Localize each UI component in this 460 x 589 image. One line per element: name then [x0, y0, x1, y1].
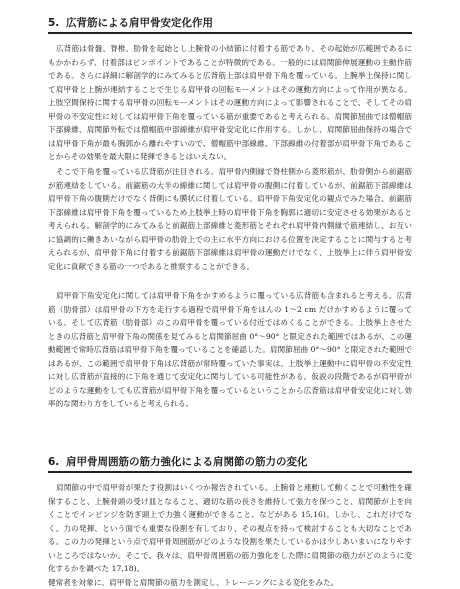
section-5-heading — [48, 13, 412, 34]
section-6-title: 肩甲骨周囲筋の筋力強化による肩関節の筋力の変化 — [66, 456, 308, 468]
section-6-number: 6. — [48, 456, 60, 468]
section-6-paragraph-1 — [48, 481, 412, 587]
section-5-paragraph-3: 肩甲骨下角安定化に関しては肩甲骨下角をかすめるように覆っている広背筋も含まれると考える。広背筋（肋骨部）は肩甲骨の下方を走行する過程で肩甲骨下角をはんの 1～2 cm だけかすめるように覆っている。そして広背筋（肋骨部）のこの肩甲骨を覆っている付近ではめくることができる。上肢挙上させたときの広背筋と肩甲骨下角の関係を見てみると肩関節屈曲 0°～90° と限定された範囲ではあるが、この運動範囲で常時広背筋は肩甲骨下角を覆っていることを確認した。肩関節屈曲 0°～90° と限定された範囲ではあるが、この範囲で肩甲骨下角は広背筋が常時覆っていた事実は、上肢挙上運動中に肩甲骨の不安定性に対し広背筋が直接的に下角を通じて安定化に関与している可能性がある。仮説の段階であるが肩甲骨がどのような運動をしても広背筋が肩甲骨下角を覆っているということから広背筋は肩甲骨安定化に対し効率的な関わり方をしていると考えられる。 — [48, 291, 412, 408]
section-6-paragraph-1-text: 肩関節の中で肩甲骨が果たす役割はいくつか報告されている。上腕骨と連動して動くことで可動性を確保すること、上腕骨頭の受け皿となること、適切な筋の長さを維持して張力を保つこと、肩関節が上を向くことでインピンジを防ぎ頭上で力強く運動ができること、などがある 15,16)。しかし、これだけでなく、力の発揮、という面でも重要な役割を有しており、その視点を持って検討することも大切なことである。この力の発揮という点で肩甲骨周囲筋がどのような役割を果たしているかは少しあいまいになりやすいところではないか。そこで、我々は、肩甲骨周囲筋の筋力強化をした際に肩関節の筋力がどのように変化するかを調べた 17,18)。 — [48, 483, 412, 573]
section-6-heading — [48, 452, 412, 473]
section-5-number: 5. — [48, 17, 60, 29]
section-5-paragraph-1: 広背筋は骨盤、脊椎、肋骨を起始とし上腕骨の小結節に付着する筋であり、その起始が広範囲であるにもかかわらず、付着部はピンポイントであることが特徴的である。一般的には肩関節伸展運動の主動作筋である。さらに詳細に解剖学的にみてみると広背筋上部は肩甲骨下角を覆っている。上腕挙上保持に関して肩甲骨と上腕が連結することで生じる肩甲骨の回転モーメントはその運動方向によって作用が異なる。上肢空間保持に関する肩甲骨の回転モーメントはその運動方向によって影響されることで、そしてその肩甲骨の不安定性に対しては肩甲骨下角を覆っている筋が重要であると考えられる。肩関節屈曲では僧帽筋下部線維、肩関節外転では僧帽筋中部線維が肩甲骨安定化に作用する。しかし、肩関節屈曲保持の場合では肩甲骨下角が最も胸郭から離れやすいので、僧帽筋中部線維、下部線維の付着部が肩甲骨下角であることからその効果を最大限に発揮できるとはいえない。 — [48, 44, 412, 161]
section-5-paragraph-2: そこで下角を覆っている広背筋が注目される。肩甲骨内側縁で脊柱側から菱形筋が、肋骨側から前鋸筋が筋連結をしている。前鋸筋の大半の線維に関しては肩甲骨の腹側に付着しているが、前鋸筋下部線維は肩甲骨下角の腹側だけでなく背側にも膜状に付着している。肩甲骨下角安定化の観点でみた場合、前鋸筋下部線維は肩甲骨下角を覆っているため上肢挙上時の肩甲骨下角を胸郭に適切に安定させる効果があると考えられる。解剖学的にみてみると前鋸筋上部線維と菱形筋とそれぞれ肩甲骨内側縁で筋連結し、お互いに協調的に働きあいながら肩甲骨の肋骨上での主に水平方向における位置を決定することに関与すると考えられるが、肩甲骨下角に付着する前鋸筋下部線維は肩甲骨の運動だけでなく、上肢挙上に伴う肩甲骨安定化に貢献できる筋の一つであると推察することができる。 — [48, 167, 412, 271]
section-6-paragraph-2-text: 健常者を対象に、肩甲骨と肩関節の筋力を測定し、トレーニングによる変化をみた。 — [48, 577, 339, 587]
section-5-title: 広背筋による肩甲骨安定化作用 — [66, 17, 213, 29]
